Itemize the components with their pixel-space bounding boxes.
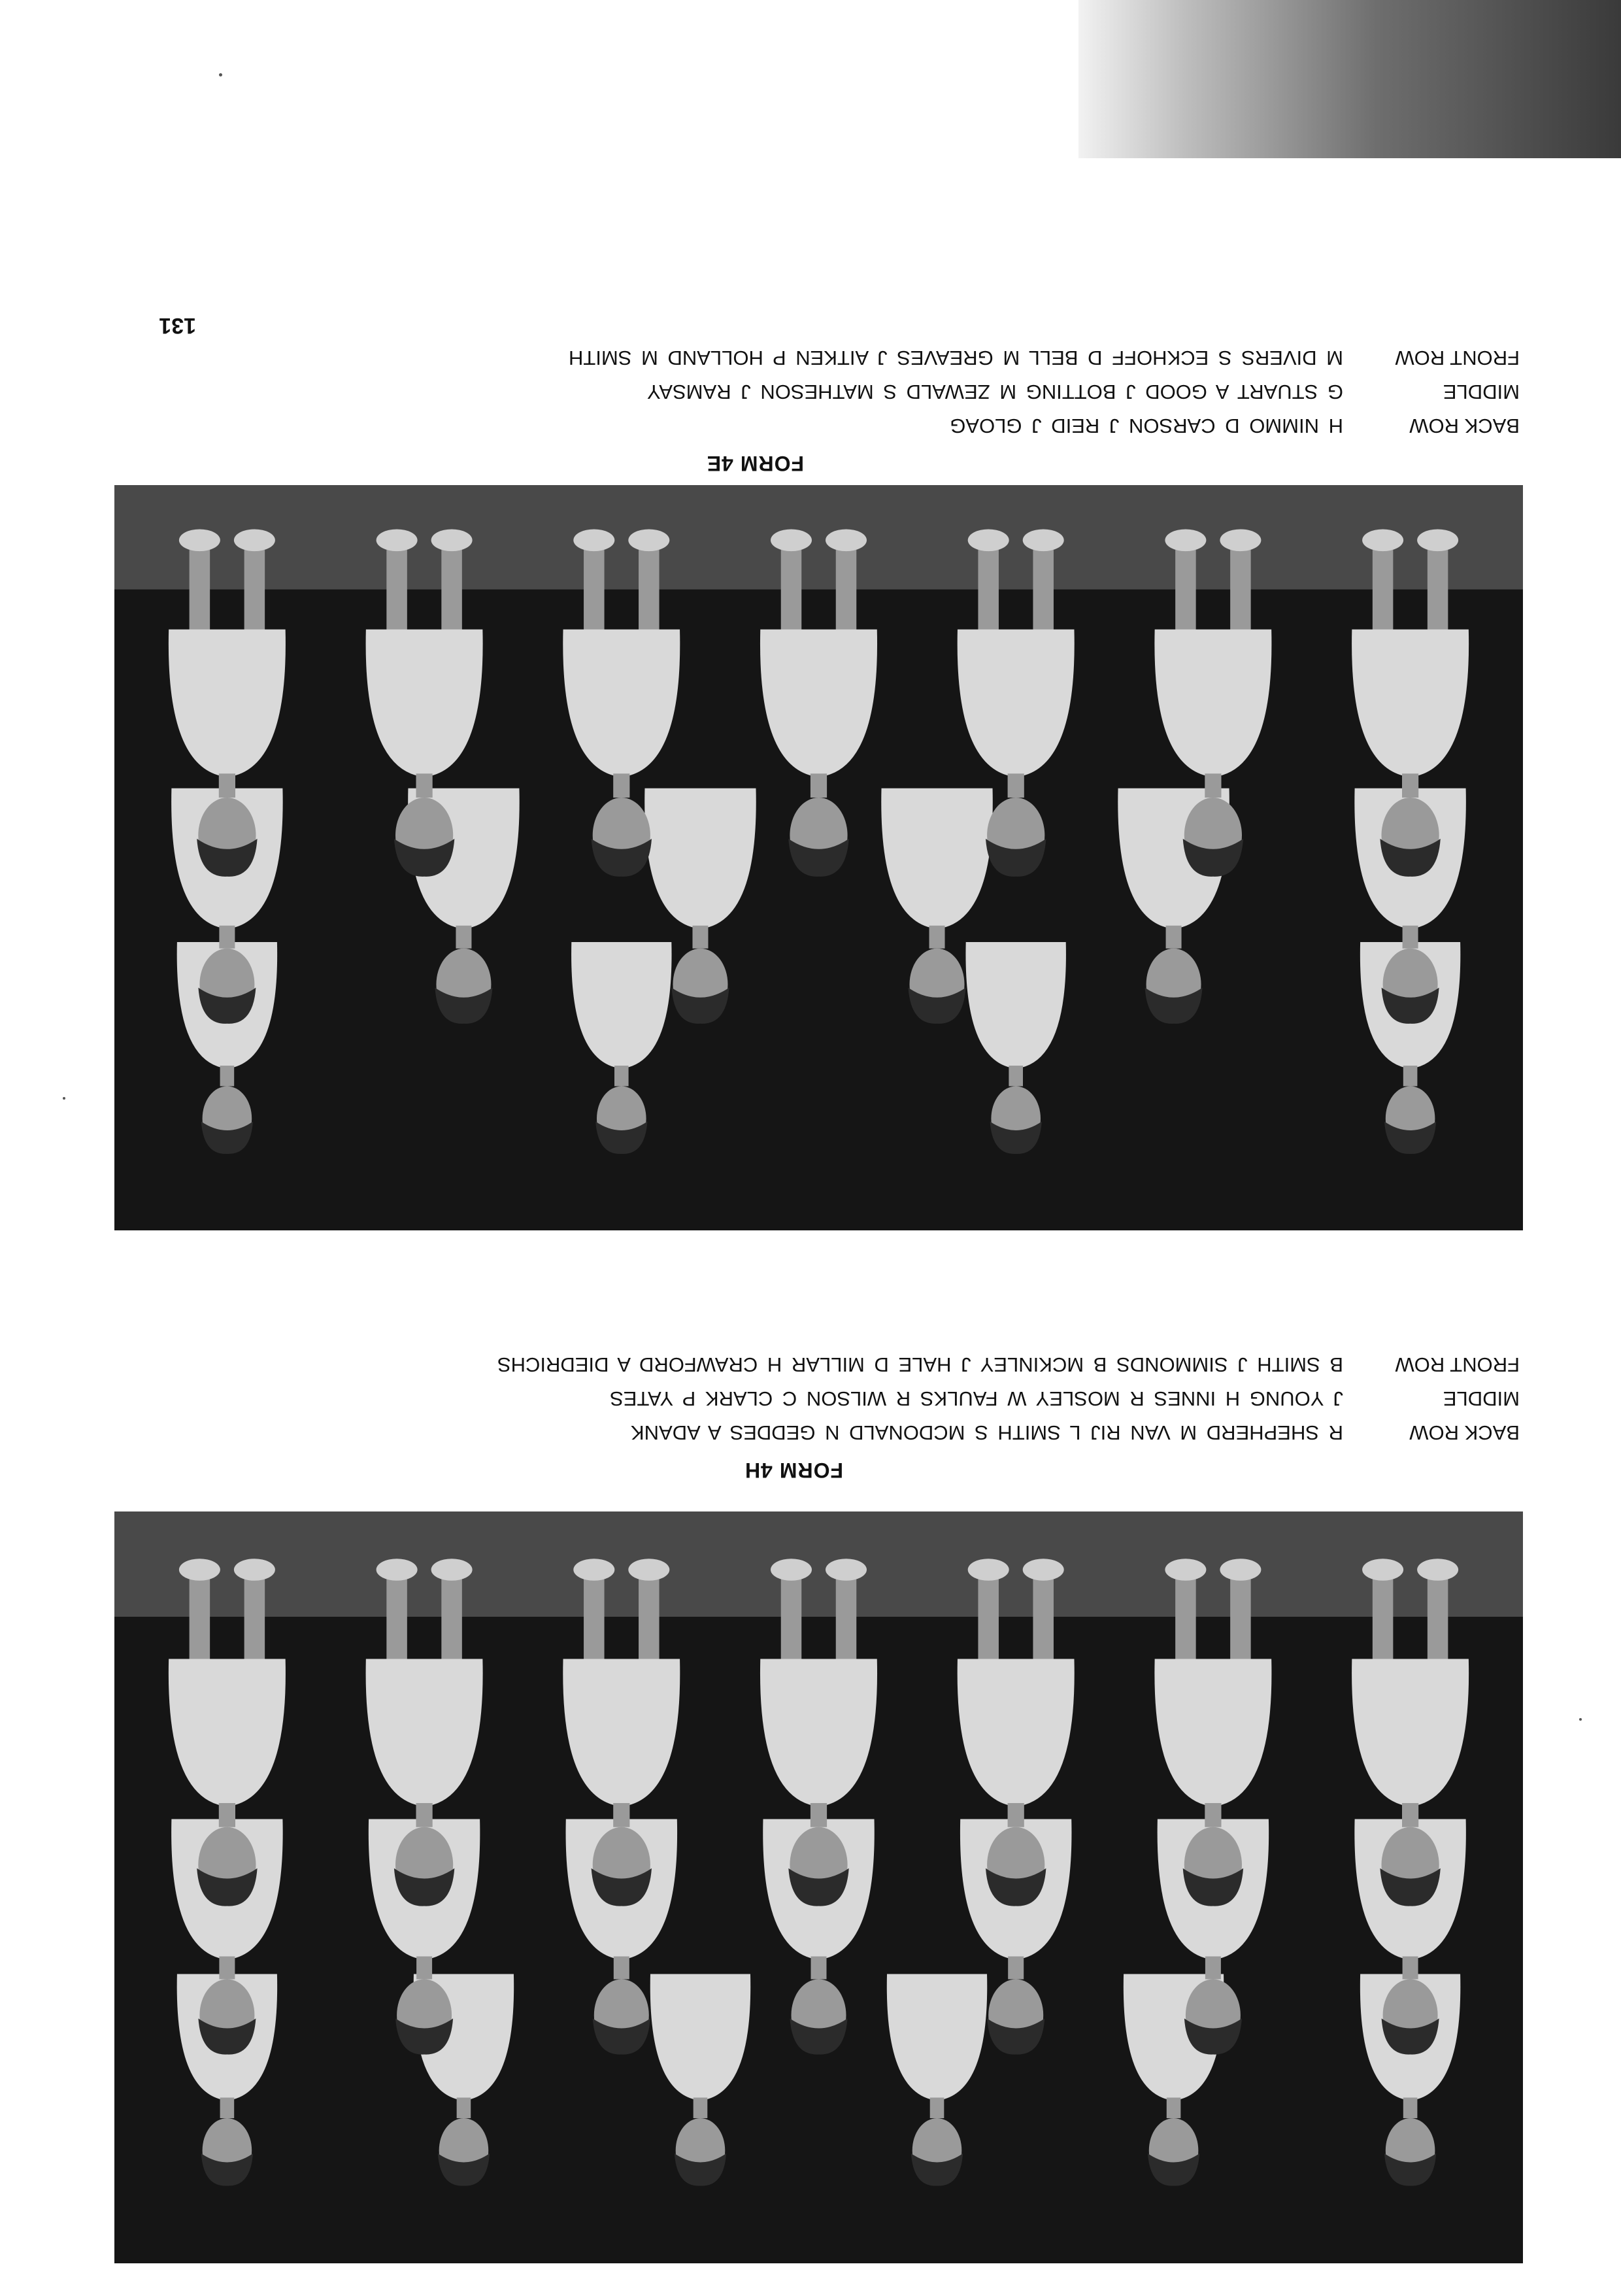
neck bbox=[1403, 2098, 1418, 2119]
neck bbox=[1008, 1957, 1024, 1980]
form-4e-back-row bbox=[569, 409, 1520, 443]
shoe bbox=[376, 530, 418, 552]
neck bbox=[1205, 773, 1221, 798]
shoe bbox=[234, 530, 275, 552]
neck bbox=[1402, 773, 1418, 798]
neck bbox=[613, 773, 629, 798]
neck bbox=[220, 2098, 235, 2119]
neck bbox=[1008, 773, 1024, 798]
neck bbox=[930, 2098, 944, 2119]
shoe bbox=[234, 1559, 275, 1581]
neck bbox=[929, 926, 945, 949]
shoe bbox=[1417, 530, 1458, 552]
neck bbox=[1167, 2098, 1181, 2119]
shoe bbox=[1417, 1559, 1458, 1581]
neck bbox=[219, 926, 235, 949]
neck bbox=[694, 2098, 708, 2119]
floor bbox=[114, 1511, 1523, 1617]
shoe bbox=[179, 1559, 220, 1581]
form-4h-class-photo bbox=[114, 1511, 1523, 2263]
neck bbox=[416, 773, 433, 798]
scan-speck bbox=[1579, 1718, 1582, 1721]
form-4e-title: FORM 4E bbox=[706, 452, 804, 475]
shoe bbox=[628, 1559, 669, 1581]
form-4e-class-photo bbox=[114, 485, 1523, 1230]
shoe bbox=[573, 530, 614, 552]
shoe bbox=[771, 530, 812, 552]
neck bbox=[1008, 1803, 1024, 1827]
form-4e-middle-row bbox=[569, 375, 1520, 409]
form-4h-front-row bbox=[497, 1347, 1520, 1381]
neck bbox=[457, 2098, 471, 2119]
row-names: H NIMMO D CARSON J REID J GLOAG bbox=[950, 414, 1343, 437]
shoe bbox=[179, 530, 220, 552]
neck bbox=[1166, 926, 1182, 949]
form-4h-back-row bbox=[497, 1415, 1520, 1449]
neck bbox=[416, 1803, 433, 1827]
neck bbox=[613, 1803, 629, 1827]
row-label: BACK ROW bbox=[1409, 1421, 1520, 1444]
shoe bbox=[431, 530, 473, 552]
neck bbox=[1009, 1066, 1023, 1087]
neck bbox=[219, 1803, 235, 1827]
shoe bbox=[376, 1559, 418, 1581]
page-number: 131 bbox=[159, 313, 196, 338]
shoe bbox=[1023, 1559, 1064, 1581]
floor bbox=[114, 485, 1523, 590]
neck bbox=[811, 773, 827, 798]
form-4e-caption bbox=[569, 341, 1520, 443]
shoe bbox=[968, 1559, 1009, 1581]
shoe bbox=[431, 1559, 473, 1581]
neck bbox=[416, 1957, 432, 1980]
neck bbox=[811, 1803, 827, 1827]
shoe bbox=[1023, 530, 1064, 552]
row-label: FRONT ROW bbox=[1395, 346, 1520, 369]
shoe bbox=[628, 530, 669, 552]
neck bbox=[1403, 926, 1418, 949]
neck bbox=[1205, 1803, 1221, 1827]
form-4e-front-row bbox=[569, 341, 1520, 375]
neck bbox=[219, 1957, 235, 1980]
form-4h-title: FORM 4H bbox=[744, 1459, 843, 1482]
form-4h-caption bbox=[497, 1347, 1520, 1449]
shoe bbox=[1362, 530, 1403, 552]
shoe bbox=[573, 1559, 614, 1581]
shoe bbox=[1220, 1559, 1261, 1581]
shoe bbox=[1165, 530, 1206, 552]
neck bbox=[220, 1066, 235, 1087]
scan-shadow-bar bbox=[1078, 0, 1621, 158]
row-names: R SHEPHERD M VAN RIJ L SMITH S MCDONALD N GEDDES A ADANK bbox=[630, 1421, 1343, 1444]
neck bbox=[1402, 1803, 1418, 1827]
shoe bbox=[826, 1559, 867, 1581]
neck bbox=[811, 1957, 827, 1980]
shoe bbox=[968, 530, 1009, 552]
shoe bbox=[826, 530, 867, 552]
shoe bbox=[771, 1559, 812, 1581]
row-names: M DIVERS S ECKHOFF D BELL M GREAVES J AITKEN P HOLLAND M SMITH bbox=[568, 346, 1343, 369]
row-label: BACK ROW bbox=[1409, 414, 1520, 437]
neck bbox=[692, 926, 708, 949]
scan-speck bbox=[63, 1097, 65, 1100]
shoe bbox=[1220, 530, 1261, 552]
row-label: MIDDLE bbox=[1443, 380, 1520, 403]
neck bbox=[1403, 1066, 1418, 1087]
neck bbox=[614, 1066, 629, 1087]
shoe bbox=[1165, 1559, 1206, 1581]
form-4h-middle-row bbox=[497, 1381, 1520, 1415]
neck bbox=[456, 926, 471, 949]
scan-speck bbox=[219, 73, 222, 76]
row-label: MIDDLE bbox=[1443, 1387, 1520, 1410]
row-names: G STUART A GOOD J BOTTING M ZEWALD S MATHESON J RAMSAY bbox=[646, 380, 1343, 403]
neck bbox=[219, 773, 235, 798]
row-names: B SMITH J SIMMONDS B MCKINLEY J HALE D MILLAR H CRAWFORD A DIEDRICHS bbox=[497, 1353, 1343, 1376]
neck bbox=[614, 1957, 629, 1980]
row-names: J YOUNG H INNES R MOSLEY W FAULKS R WILSON C CLARK P YATES bbox=[610, 1387, 1343, 1410]
neck bbox=[1403, 1957, 1418, 1980]
row-label: FRONT ROW bbox=[1395, 1353, 1520, 1376]
neck bbox=[1205, 1957, 1221, 1980]
shoe bbox=[1362, 1559, 1403, 1581]
